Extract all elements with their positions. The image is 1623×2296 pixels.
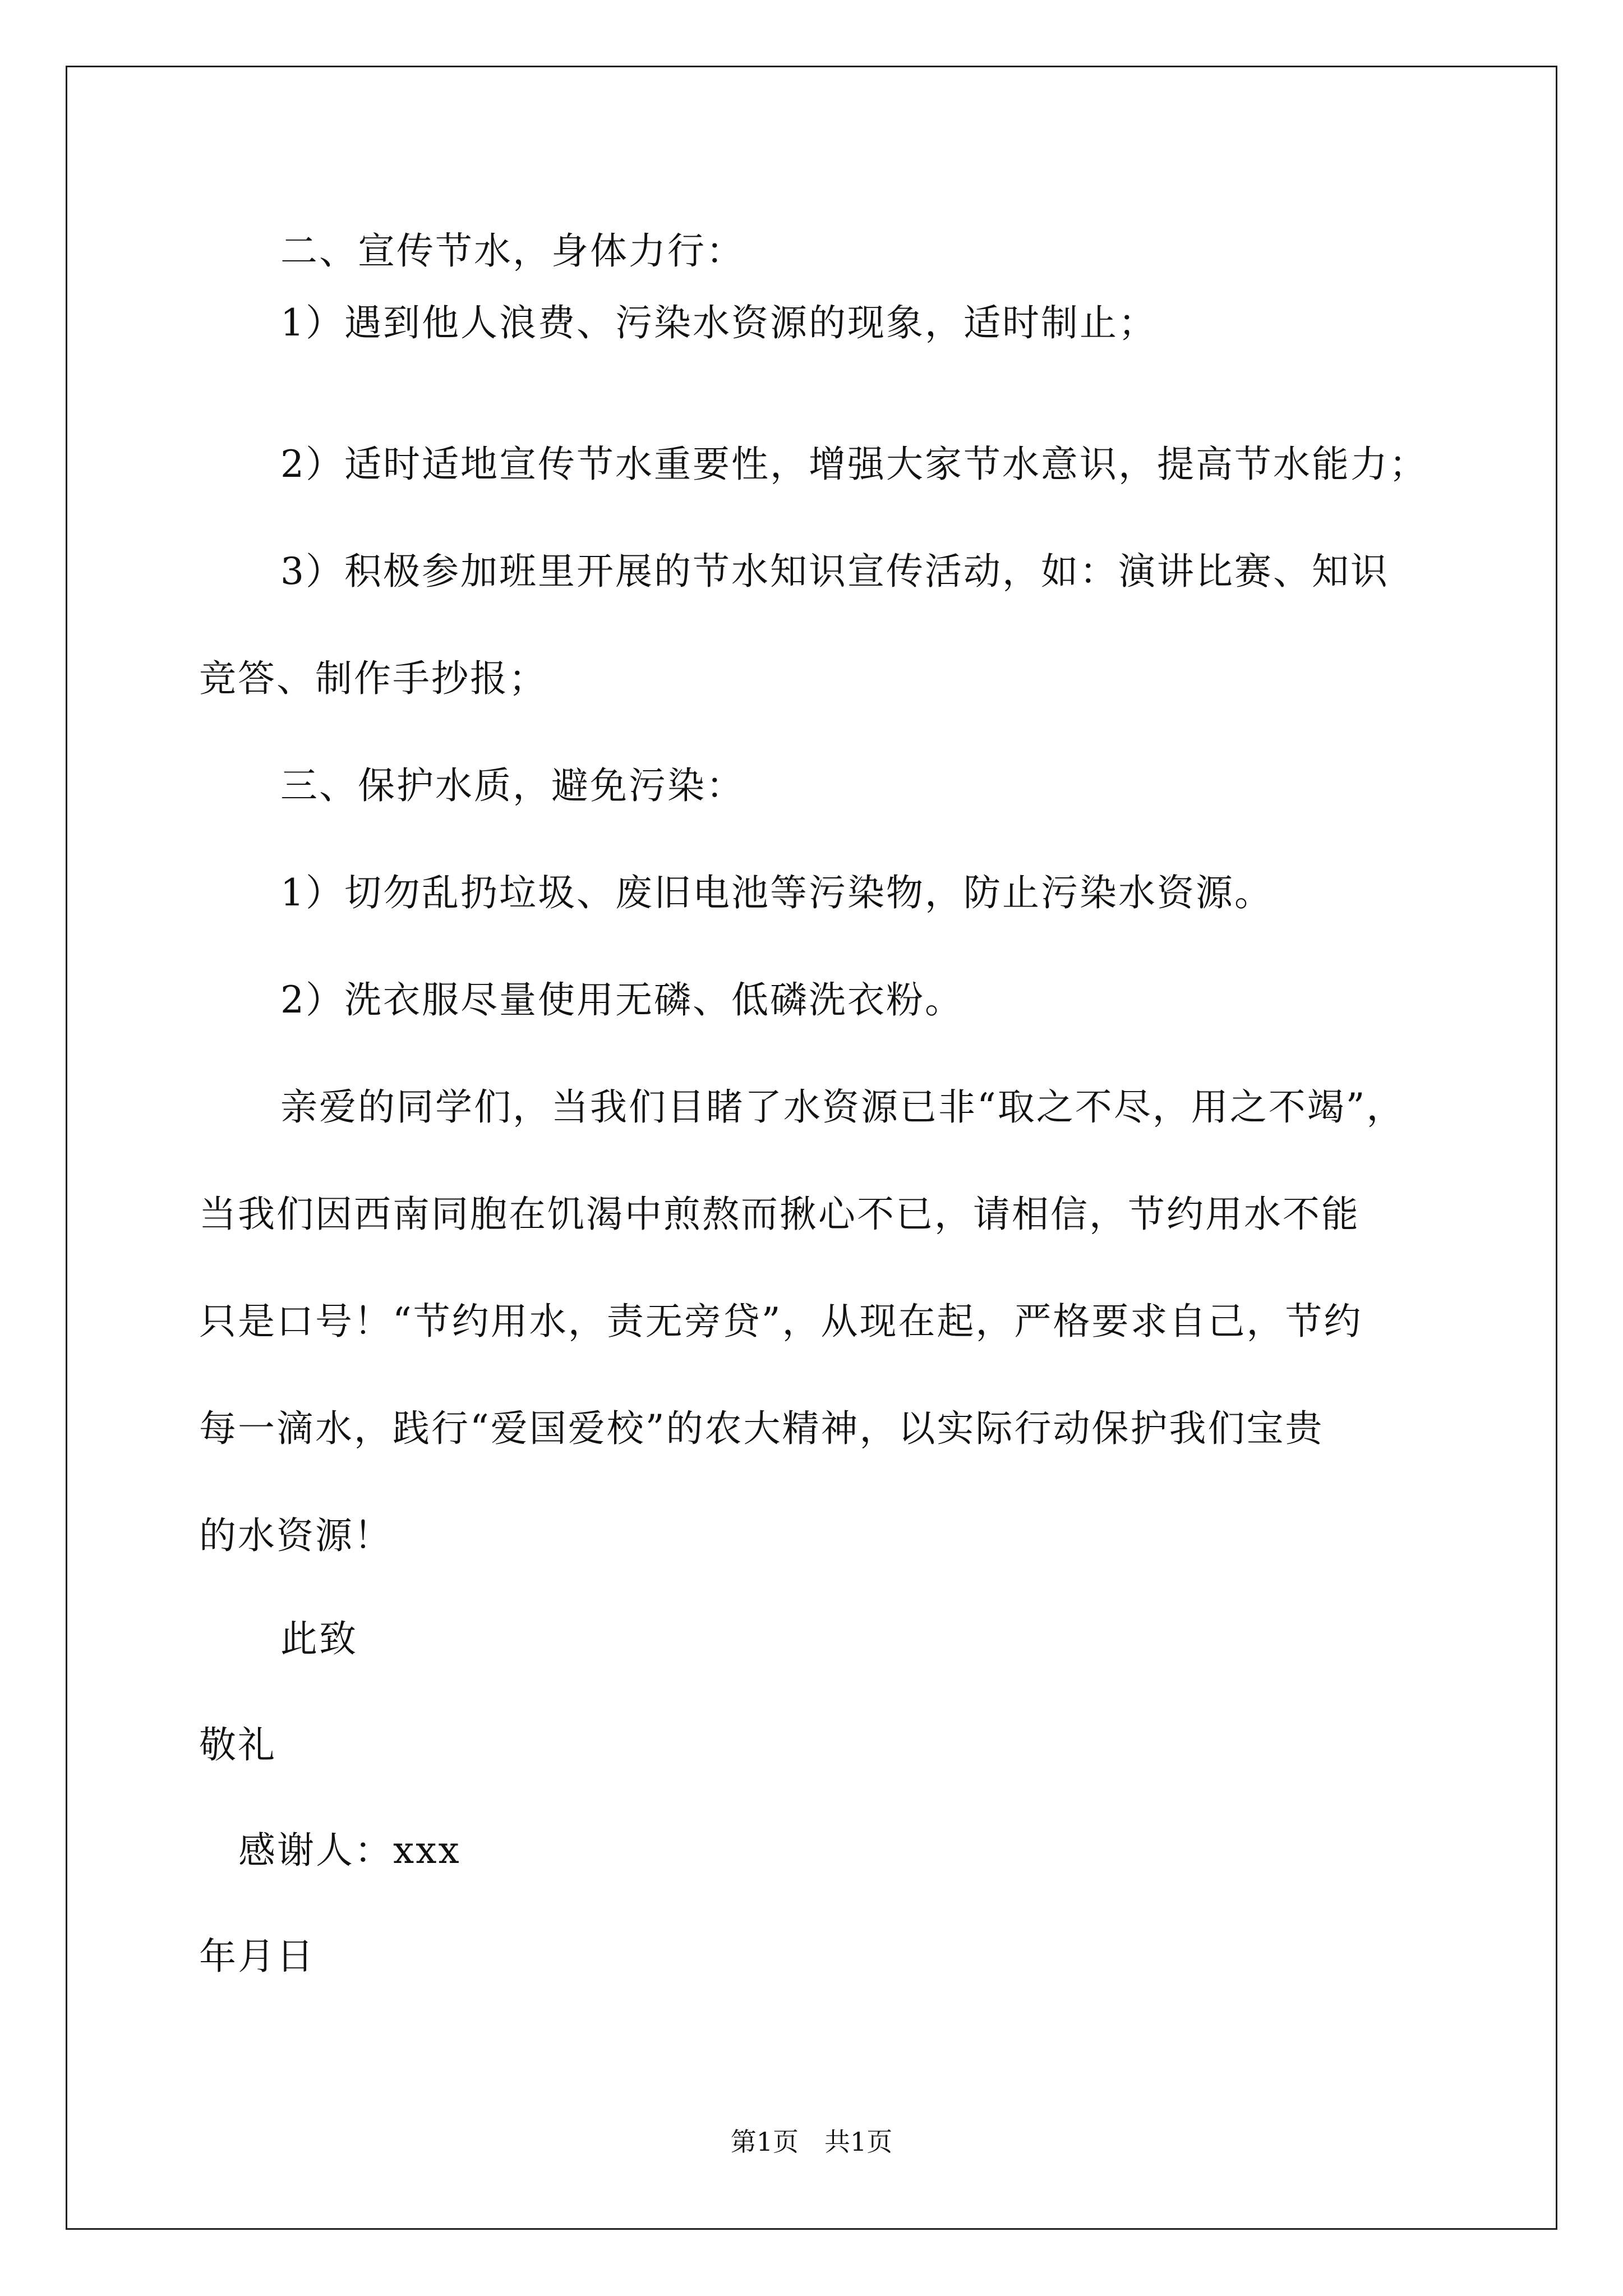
closing-paragraph-line-3: 只是口号！“节约用水，责无旁贷”，从现在起，严格要求自己，节约: [199, 1300, 1363, 1343]
closing-paragraph-line-5: 的水资源！: [199, 1514, 393, 1557]
section-heading-2: 二、宣传节水，身体力行：: [280, 229, 745, 273]
date-line: 年月日: [199, 1935, 315, 1978]
page-border: [66, 66, 1557, 2230]
list-item-2-2: 2）适时适地宣传节水重要性，增强大家节水意识，提高节水能力；: [280, 443, 1428, 486]
list-item-3-2: 2）洗衣服尽量使用无磷、低磷洗衣粉。: [280, 978, 963, 1022]
section-heading-3: 三、保护水质，避免污染：: [280, 764, 745, 807]
list-item-2-1: 1）遇到他人浪费、污染水资源的现象，适时制止；: [280, 301, 1157, 344]
salutation-line-2: 敬礼: [199, 1723, 276, 1766]
signature-line: 感谢人：xxx: [238, 1829, 461, 1872]
list-item-2-3: 3）积极参加班里开展的节水知识宣传活动，如：演讲比赛、知识: [280, 550, 1389, 593]
closing-paragraph-line-1: 亲爱的同学们，当我们目睹了水资源已非“取之不尽，用之不竭”，: [280, 1085, 1405, 1129]
page-footer: 第1页 共1页: [730, 2127, 893, 2157]
salutation-line-1: 此致: [280, 1617, 358, 1660]
list-item-3-1: 1）切勿乱扔垃圾、废旧电池等污染物，防止污染水资源。: [280, 871, 1273, 914]
closing-paragraph-line-4: 每一滴水，践行“爱国爱校”的农大精神，以实际行动保护我们宝贵: [199, 1407, 1324, 1450]
list-item-2-3-cont: 竞答、制作手抄报；: [199, 657, 547, 700]
closing-paragraph-line-2: 当我们因西南同胞在饥渴中煎熬而揪心不已，请相信，节约用水不能: [199, 1193, 1360, 1236]
